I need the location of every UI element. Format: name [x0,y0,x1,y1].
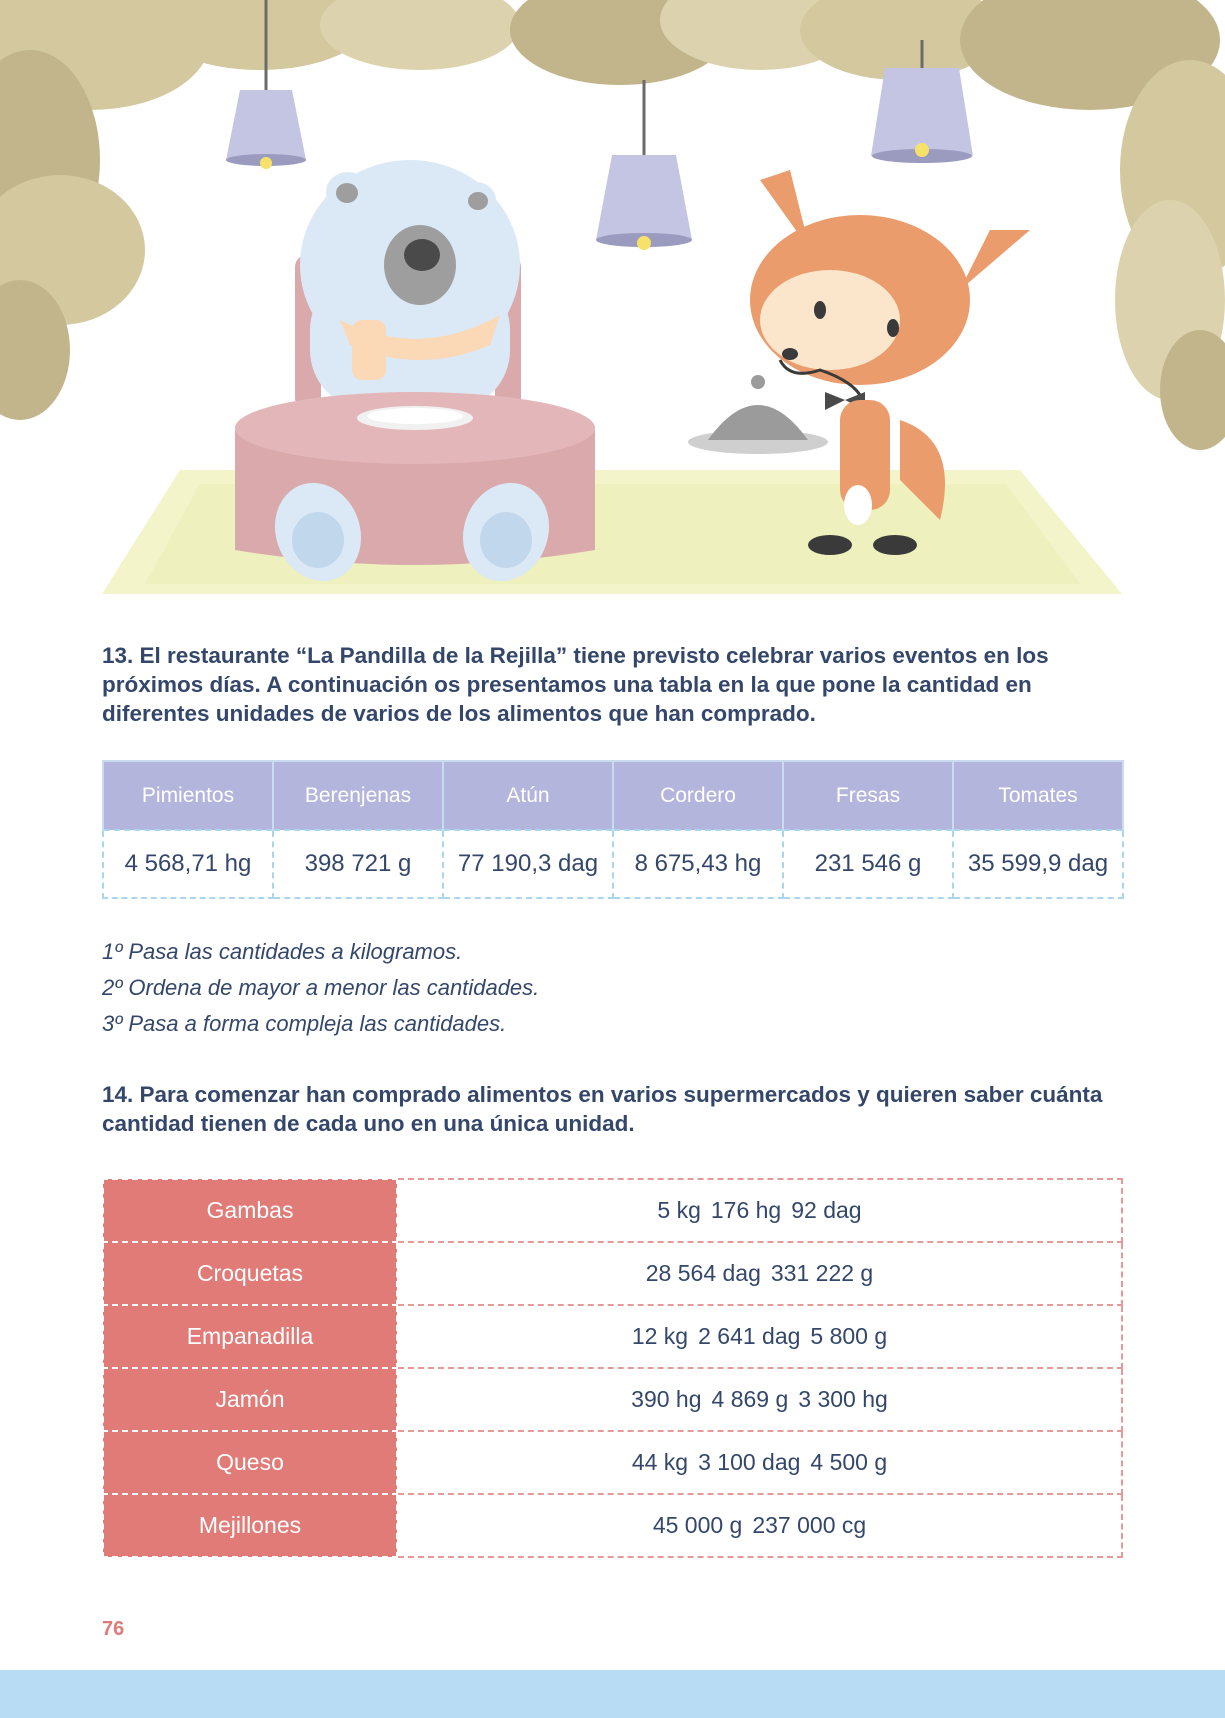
exercise-14-statement: 14. Para comenzar han comprado alimentos en varios supermercados y quieren saber cuánta cantidad tienen de cada uno en una única unidad. [102,1082,1103,1136]
amount: 3 300 hg [798,1386,888,1412]
exercise-13-table [102,760,1124,899]
table-cell: 35 599,9 dag [953,830,1123,898]
step-item: 2º Ordena de mayor a menor las cantidades. [102,975,540,1000]
amount: 3 100 dag [698,1449,801,1475]
table-row [103,1494,1122,1557]
table-header: Atún [443,761,613,830]
table-row [103,830,1123,898]
amounts-cell [397,1431,1122,1494]
table-cell: 8 675,43 hg [613,830,783,898]
amounts-cell [397,1179,1122,1242]
food-name: Empanadilla [103,1305,397,1368]
restaurant-illustration [0,0,1225,600]
amount: 28 564 dag [645,1260,761,1286]
table-row [103,1305,1122,1368]
bear-character [300,160,520,410]
table-cell: 231 546 g [783,830,953,898]
table-row [103,1431,1122,1494]
step-item: 3º Pasa a forma compleja las cantidades. [102,1011,507,1036]
amount: 45 000 g [652,1512,743,1538]
amount: 390 hg [631,1386,702,1412]
amount: 5 800 g [810,1323,888,1349]
food-name: Croquetas [103,1242,397,1305]
food-name: Gambas [103,1179,397,1242]
amount: 44 kg [631,1449,689,1475]
footer-band [0,1670,1225,1718]
amount: 237 000 cg [752,1512,867,1538]
amounts-cell [397,1494,1122,1557]
amounts-cell [397,1368,1122,1431]
amounts-cell [397,1305,1122,1368]
table-row [103,1368,1122,1431]
amount: 4 869 g [711,1386,789,1412]
amount: 331 222 g [770,1260,874,1286]
table-cell: 77 190,3 dag [443,830,613,898]
table-header: Fresas [783,761,953,830]
table-header: Cordero [613,761,783,830]
amount: 92 dag [791,1197,862,1223]
exercise-13-statement: 13. El restaurante “La Pandilla de la Rejilla” tiene previsto celebrar varios eventos en los próximos días. A continuación os presentamos una tabla en la que pone la cantidad en diferentes unidades de varios de los alimentos que han comprado. [102,643,1049,726]
table-cell: 398 721 g [273,830,443,898]
table-header: Pimientos [103,761,273,830]
amounts-cell [397,1242,1122,1305]
table-header: Tomates [953,761,1123,830]
amount: 5 kg [657,1197,701,1223]
table-cell: 4 568,71 hg [103,830,273,898]
exercise-13-steps [102,934,539,1042]
table-header-row [103,761,1123,830]
food-name: Queso [103,1431,397,1494]
amount: 12 kg [631,1323,689,1349]
table-row [103,1179,1122,1242]
exercise-14-table [102,1178,1123,1558]
step-item: 1º Pasa las cantidades a kilogramos. [102,939,463,964]
amount: 176 hg [710,1197,782,1223]
table-header: Berenjenas [273,761,443,830]
amount: 2 641 dag [698,1323,801,1349]
food-name: Mejillones [103,1494,397,1557]
page-number: 76 [102,1618,125,1640]
table-row [103,1242,1122,1305]
amount: 4 500 g [810,1449,888,1475]
food-name: Jamón [103,1368,397,1431]
